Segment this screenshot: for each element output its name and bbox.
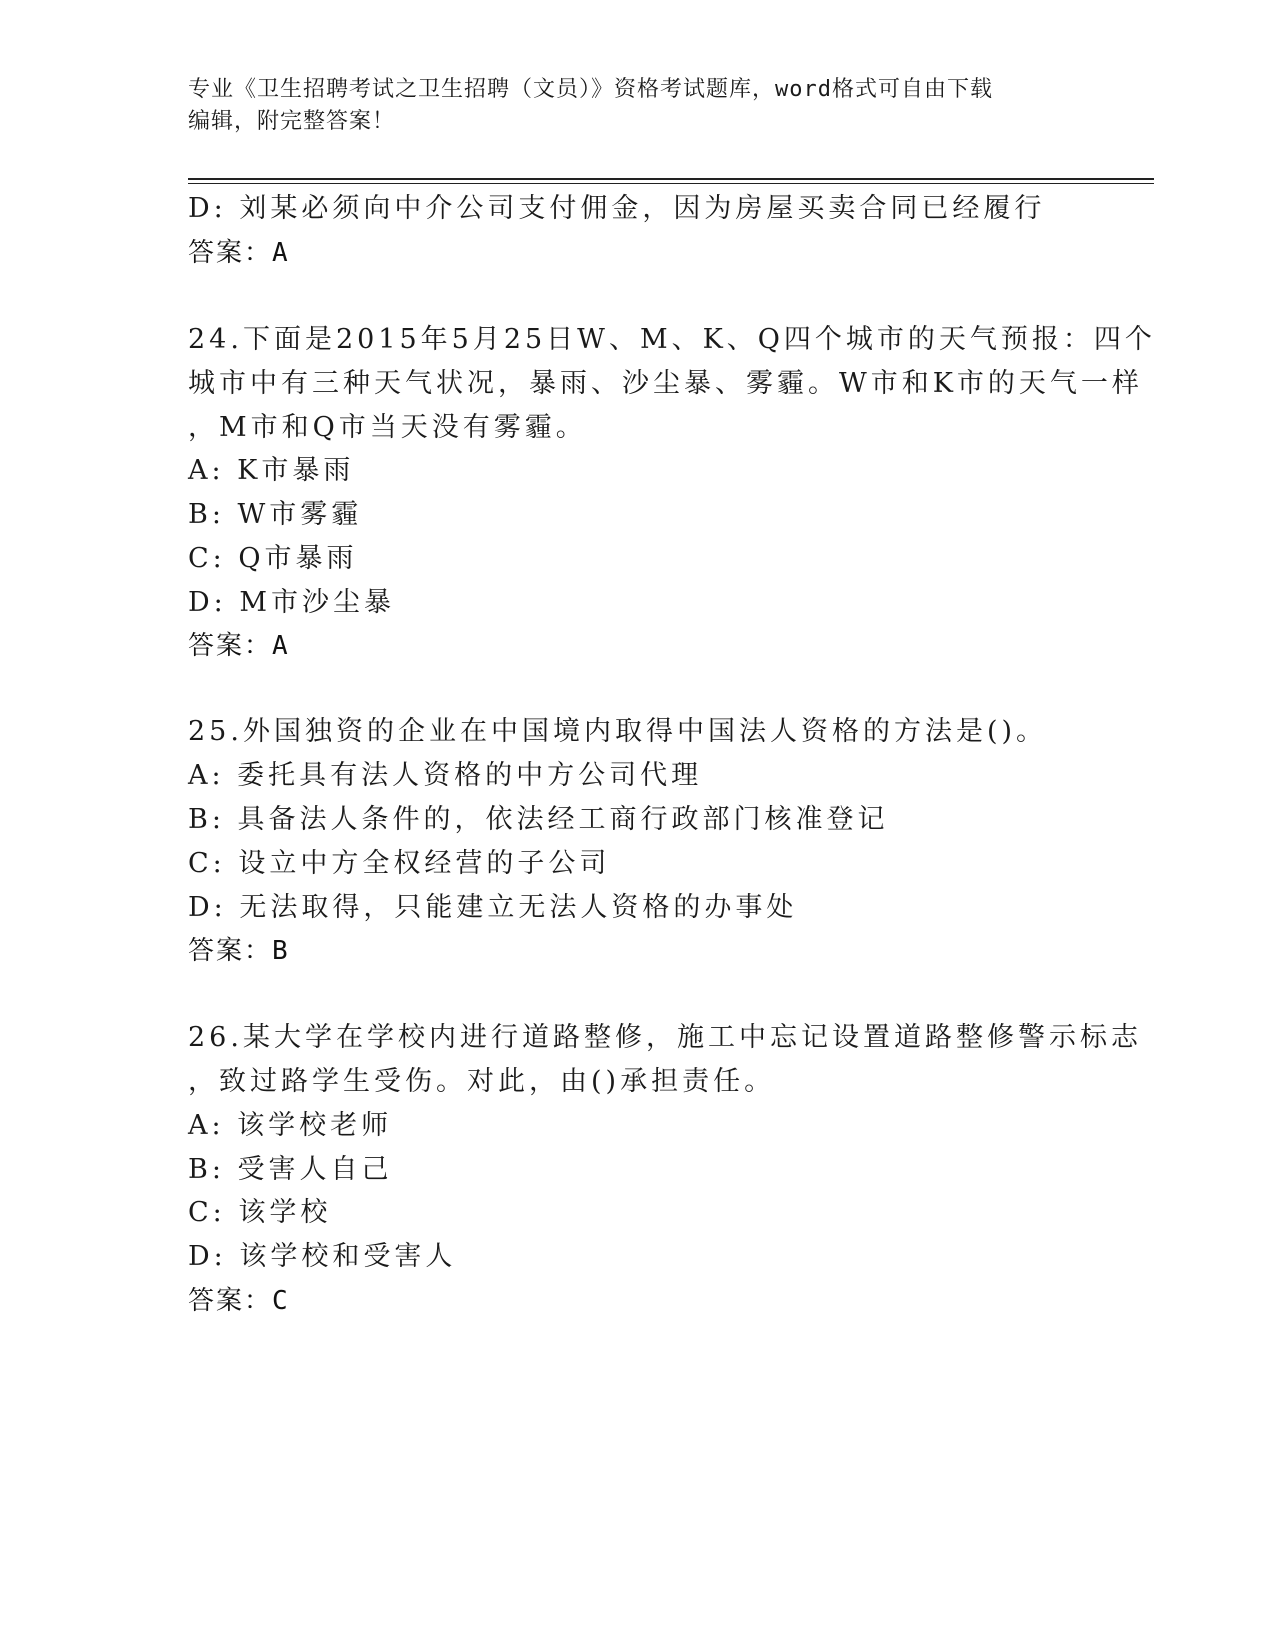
answer-label: 答案：: [188, 936, 273, 966]
question-24-option-d: D: M市沙尘暴: [188, 587, 395, 618]
question-25-option-c: C: 设立中方全权经营的子公司: [188, 848, 611, 879]
question-25-option-a: A: 委托具有法人资格的中方公司代理: [188, 760, 703, 791]
question-26-stem-line-2: ，致过路学生受伤。对此，由()承担责任。: [188, 1066, 776, 1097]
question-24-option-a: A: K市暴雨: [188, 455, 355, 486]
header-divider-thick: [188, 178, 1154, 180]
question-26-answer: [188, 1283, 290, 1319]
header-line-1: 专业《卫生招聘考试之卫生招聘（文员）》资格考试题库，word格式可自由下载: [188, 77, 993, 102]
question-26-option-c: C: 该学校: [188, 1197, 332, 1228]
question-25-answer: [188, 933, 290, 969]
answer-label: 答案：: [188, 238, 273, 268]
prev-option-d: D: 刘某必须向中介公司支付佣金，因为房屋买卖合同已经履行: [188, 193, 1046, 224]
answer-value: B: [272, 936, 290, 966]
question-24-stem-line-3: ，M市和Q市当天没有雾霾。: [188, 412, 587, 443]
answer-label: 答案：: [188, 1286, 273, 1316]
header-divider-thin: [188, 183, 1154, 184]
question-24-option-c: C: Q市暴雨: [188, 543, 358, 574]
question-24-stem-line-1: 24.下面是2015年5月25日W、M、K、Q四个城市的天气预报：四个: [188, 324, 1156, 355]
answer-value: A: [272, 238, 290, 268]
question-26-option-d: D: 该学校和受害人: [188, 1241, 457, 1272]
prev-answer: [188, 235, 290, 271]
answer-label: 答案：: [188, 631, 273, 661]
question-25-option-b: B: 具备法人条件的，依法经工商行政部门核准登记: [188, 804, 889, 835]
question-25-option-d: D: 无法取得，只能建立无法人资格的办事处: [188, 892, 798, 923]
answer-value: A: [272, 631, 290, 661]
document-header: [188, 74, 1088, 138]
question-24-option-b: B: W市雾霾: [188, 499, 363, 530]
question-24-answer: [188, 628, 290, 664]
answer-value: C: [272, 1286, 290, 1316]
question-24-stem-line-2: 城市中有三种天气状况，暴雨、沙尘暴、雾霾。W市和K市的天气一样: [188, 368, 1143, 399]
question-25-stem-line-1: 25.外国独资的企业在中国境内取得中国法人资格的方法是()。: [188, 716, 1048, 747]
question-26-option-a: A: 该学校老师: [188, 1110, 393, 1141]
question-26-stem-line-1: 26.某大学在学校内进行道路整修，施工中忘记设置道路整修警示标志: [188, 1022, 1142, 1053]
header-line-2: 编辑，附完整答案！: [188, 109, 396, 134]
question-26-option-b: B: 受害人自己: [188, 1154, 393, 1185]
